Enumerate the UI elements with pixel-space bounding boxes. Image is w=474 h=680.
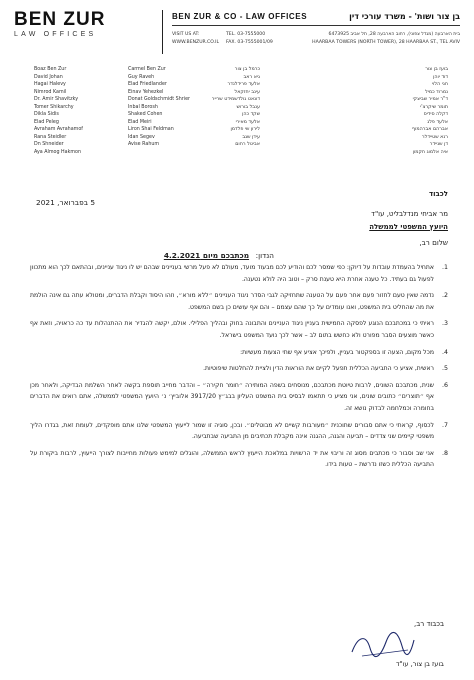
logo-main-text: BEN ZUR xyxy=(14,9,106,30)
partner-name: Dn Shneider xyxy=(34,142,64,147)
partner-name: Rana Steidler xyxy=(34,134,67,140)
partner-name: ענבל בורוש xyxy=(236,104,260,110)
partner-name: אברהם אברהמוף xyxy=(412,127,448,132)
partner-name: בועז בן צור xyxy=(425,67,448,72)
partner-name: ד"ר אמיר שביצקי xyxy=(412,97,448,102)
partner-name: Donat Goldschmidt Shrier xyxy=(128,97,190,102)
partners-list-en-1 xyxy=(34,66,83,156)
partner-name: Boaz Ben Zur xyxy=(34,67,67,72)
partner-name: Einav Yehezkel xyxy=(128,89,164,95)
partner-name: Inbal Borosh xyxy=(128,104,158,110)
subject-line xyxy=(164,251,274,260)
partner-name: גיא ראב xyxy=(243,74,260,80)
partner-name: תומר שיקרצ'י xyxy=(420,104,448,110)
contact-phone xyxy=(226,31,273,46)
partner-name: Guy Raveh xyxy=(128,74,155,80)
partner-name: אביטל רחום xyxy=(235,142,260,147)
paragraph xyxy=(30,420,448,443)
letterhead xyxy=(0,0,474,62)
partner-name: כרמל בן צור xyxy=(234,67,260,72)
paragraph-text: מכל מקום, הצעה זו בספקטור בעניין, ולפיכך אציע אף שתי הצעות מעשיות: xyxy=(240,348,434,356)
letter-date: 5 בפברואר, 2021 xyxy=(36,198,96,207)
partner-name: Nimrod Kamil xyxy=(34,89,67,95)
paragraph xyxy=(30,262,448,285)
partner-name: David Johan xyxy=(34,74,63,80)
partner-name: Elad Peleg xyxy=(34,119,59,125)
partner-name: עידן שגב xyxy=(242,134,260,140)
paragraph-number: 4. xyxy=(441,348,448,356)
contact-website-label: VISIT US AT: xyxy=(172,32,200,37)
partner-name: נמרוד כמיל xyxy=(425,89,448,95)
contact-address xyxy=(312,31,460,46)
contact-website xyxy=(172,31,219,46)
partner-name: עינב יחזקאל xyxy=(234,89,260,95)
paragraph-number: 2. xyxy=(441,292,448,300)
closing: בכבוד רב, xyxy=(414,620,444,628)
paragraph-text: שנית, מכתבכם השונים, לרבות טיוטת מכתבכם, מנוסחים בשפה המותירה ״חומר חקירה״ – והדבר מחייב תוספת בקשה לאחר השלמת הבדיקה, ולאחר מכן אף ״תוצרים״ כתובים שונים, אני מציע כי תתאמו לבסיס בית המשפט העליון בבג״ץ 3917/20 אלוביץ׳ נ׳ היועץ המשפטי לממשלה, אתם רואים את הדברים בחומרה וכמלחמה לבדוק נושא זה. xyxy=(30,381,435,412)
contact-website-url: WWW.BENZUR.CO.IL xyxy=(172,39,220,45)
partner-name: Dr. Amir Shavitzky xyxy=(34,97,79,102)
partner-name: דן שניידר xyxy=(429,142,448,147)
letter-body xyxy=(30,262,448,476)
paragraph-text: לכסוף, קראתי כי אתם סבורים שתוכנית ״מעורבות קשיים לא מבוטלים״. ובכן, סוגיה זו שמור לייעוץ המשפטי שלנו אתם מופקדים, לעומת זאת, בגדרו הליך משפטי קיימים שני צדדים – תביעה והגנה, ההגנה אינה מקבלת תכתיבים מן התביעה שבתביעה. xyxy=(30,421,434,441)
paragraph xyxy=(30,448,448,471)
partners-list-he-1 xyxy=(212,66,260,149)
subject-label: הנדון: xyxy=(255,251,274,260)
contact-tel: TEL. 03-7555000 xyxy=(226,32,266,37)
partner-name: Avise Rahum xyxy=(128,142,160,147)
paragraph xyxy=(30,290,448,313)
firm-name-hebrew: בן צור ושות' - משרד עורכי דין xyxy=(349,12,460,21)
partners-list-he-2 xyxy=(412,66,448,156)
paragraph-text: ראיתי כי במכתבכם הנוגע לפסקה החמישית בעניין ניגוד העניינים והתבונה בחוק ובהליך הפלילי. אולם, יקשה להגדיר את ההתנהלות עד כה כראויה, וזאת אף כאשר מוצעים הסבר מפורט ולא כחשש בתום לב – אשר לכך נועד המשפט בישראל. xyxy=(30,320,434,339)
header-divider xyxy=(162,10,163,54)
partner-name: Dikla Sidis xyxy=(34,112,59,117)
partner-name: אלעד פרידלנדר xyxy=(227,82,260,87)
paragraph-number: 5. xyxy=(441,365,448,373)
partner-name: Hagai Halevy xyxy=(34,82,66,87)
recipient-title: היועץ המשפטי לממשלה xyxy=(369,223,448,231)
partner-name: Tomer Shikarchy xyxy=(34,104,74,110)
partner-name: Avraham Avrahamof xyxy=(34,127,83,132)
recipient-name: מר אביחי מנדלבליט, עו"ד xyxy=(371,210,448,218)
partner-name: Shaked Cohen xyxy=(128,112,163,117)
paragraph-number: 7. xyxy=(441,421,448,429)
signer-name: בועז בן צור, עו"ד xyxy=(396,660,444,668)
header-rule xyxy=(172,25,460,26)
signature-scribble xyxy=(348,628,418,662)
partner-name: Elad Friedlander xyxy=(128,82,167,87)
subject-value: מכתבכם מיום 4.2.2021 xyxy=(163,251,250,260)
paragraph-text: אני שב וסבור כי מכתבים מסוג זה וריבוי את יד הרשויות במלאכת הייעוץ לראש הממשלה, והוגלים למימש פעולות מחייבות לצורך הייעוץ, לרבות ביקורת על התביעה הכללית כשזו נדרשת – טעות בידו. xyxy=(30,449,434,469)
partner-name: Elad Meiri xyxy=(128,119,152,125)
partner-name: שקד כהן xyxy=(242,112,260,117)
partner-name: Aya Almog Hakmon xyxy=(34,149,82,155)
partner-name: דונאט גולדשמידט שרייר xyxy=(211,97,260,102)
contact-address-english: HAARBAA TOWERS (NORTH TOWER), 28 HAARBAA ST., TEL AVIV xyxy=(312,39,460,45)
paragraph-text: ראשית, אציע כי התביעה הכללית תפעל לקיים את הוראות הדין ולציית להחלטות שיפוטיות. xyxy=(203,365,434,373)
paragraph xyxy=(30,363,448,375)
partners-list-en-2 xyxy=(128,66,190,149)
to-label: לכבוד xyxy=(429,190,448,198)
contact-address-hebrew: בית הארבעה (מגדל צפוני), רחוב הארבעה 28, תל אביב 6473925 xyxy=(328,32,460,37)
partner-name: דקלה סידיס xyxy=(423,112,448,117)
paragraph xyxy=(30,380,448,415)
paragraph-number: 3. xyxy=(441,320,448,328)
paragraph xyxy=(30,318,448,341)
partner-name: Liron Shai Feldman xyxy=(128,127,174,132)
partner-name: אלעד מאירי xyxy=(235,119,260,125)
paragraph xyxy=(30,347,448,359)
partner-name: רנא שטיידלר xyxy=(421,134,448,140)
partner-name: אלעד פלג xyxy=(427,119,448,125)
partner-name: Idan Segev xyxy=(128,134,155,140)
paragraph-text: אתחיל בהעמדת עובדות על דיוקן: כפי שמסר לכם והודיע לכם מבעוד מועד, מעולם לא פעל מרשי בעניינים שבהם יש לו ניגוד עניינים, ובהתאם לכך הוא מתכוון לפעול גם בעתיד. כל טענה אחרת היא טענת סרק – וטוב היה לולא נטענה. xyxy=(30,264,434,283)
greeting: שלום רב, xyxy=(419,238,448,247)
logo-sub-text: LAW OFFICES xyxy=(14,31,97,38)
contact-fax: FAX. 03-7555001/09 xyxy=(226,39,273,45)
paragraph-number: 8. xyxy=(441,449,448,457)
paragraph-number: 6. xyxy=(441,381,448,389)
paragraph-number: 1. xyxy=(441,264,448,271)
firm-name-english: BEN ZUR & CO - LAW OFFICES xyxy=(172,12,308,21)
firm-logo xyxy=(14,10,119,40)
partner-name: Carmel Ben Zur xyxy=(128,67,166,72)
partner-name: לירון שי פלדמן xyxy=(230,127,260,132)
partner-name: דוד יוהן xyxy=(433,74,448,80)
partner-name: חגי הלוי xyxy=(432,82,448,87)
partner-name: איה אלמוג חקמון xyxy=(412,149,448,155)
paragraph-text: נדמה שאין טעם לחזור פעם אחר פעם על הטענה שתחזיקה לגבי הסדר ניגוד העניינים ״ללא מורא״, וזהו היסוד וקבלת הדברים, ומטולא עתה גם אינה הולמת את מה שהחליט בית המשפט, ואנו עומדים על כך שהם עצמם – והם אף עושים כן בשם המשפט. xyxy=(30,292,434,311)
